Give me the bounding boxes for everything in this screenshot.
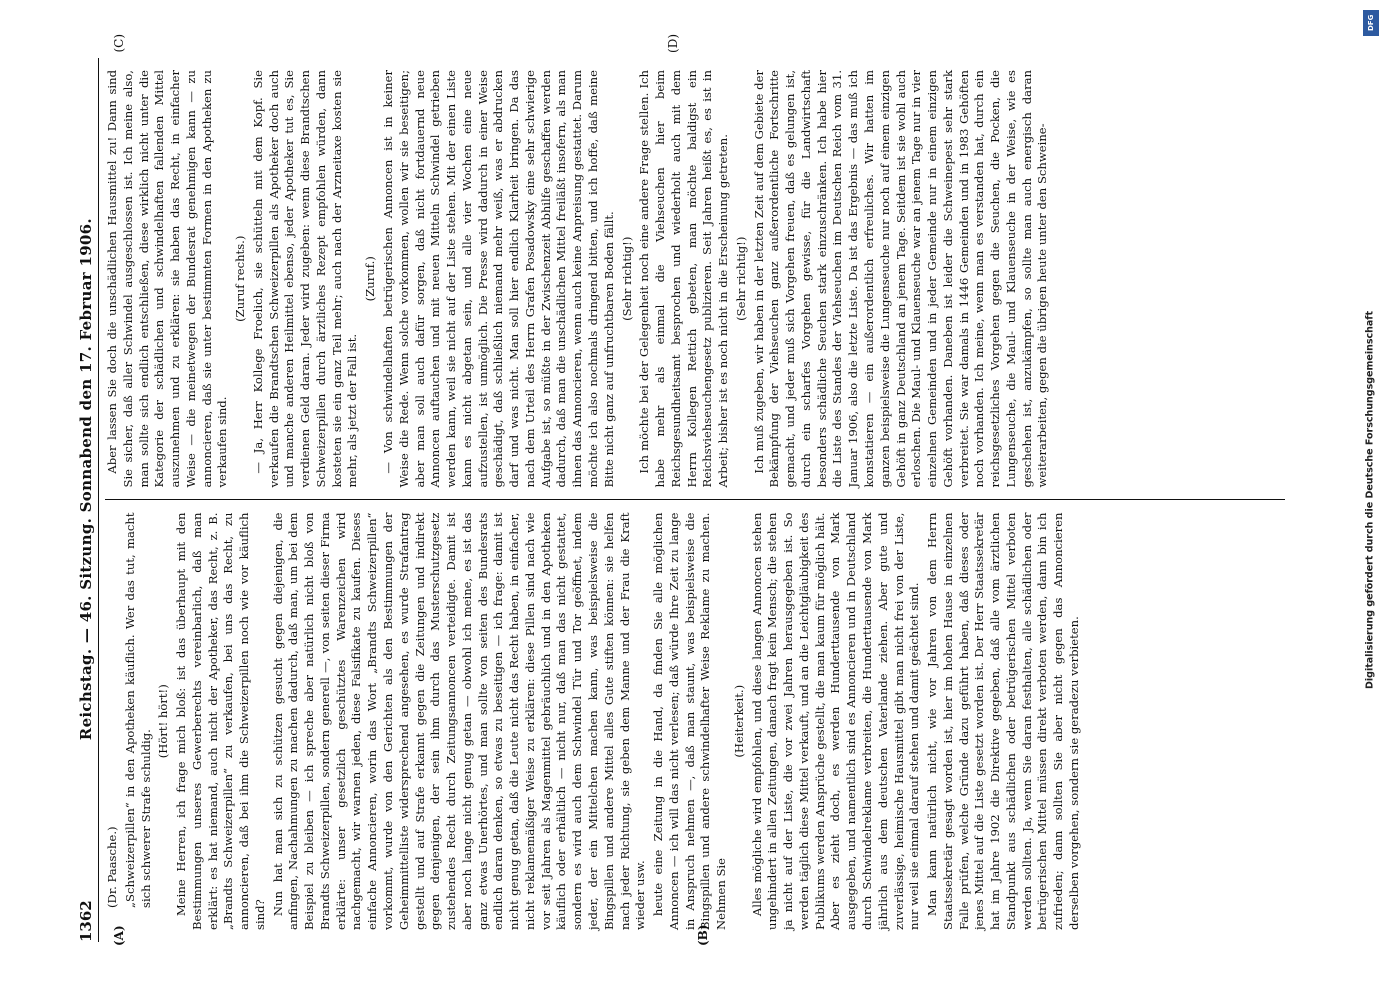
margin-marker-d: (D) — [665, 34, 680, 53]
page-header — [77, 58, 99, 942]
interjection: (Hört! hört!) — [155, 684, 170, 759]
paragraph: Aber lassen Sie doch die unschädlichen Hausmittel zu! Dann sind Sie sicher, daß aller Schwindel ausgeschlossen ist. Ich meine also, man sollte sich endlich entschließen, diese wirklich nicht unter die Kategorie der schädlichen und schwindelhaften fallenden Mittel auszunehmen und zu erklären: sie haben das Recht, in einfacher Weise — die meinetwegen der Bundesrat genehmigen kann — zu annoncieren, daß sie unter bestimmten Formen in den Apotheken zu verkaufen sind. — [104, 70, 229, 488]
rotated-document-page — [57, 24, 1327, 976]
paragraph: Ich muß zugeben, wir haben in der letzten Zeit auf dem Gebiete der Bekämpfung der Viehseuchen ganz außerordentliche Fortschritte gemacht, und jeder muß sich Vorgehen freuen, daß es gelungen ist, durch ein scharfes Vorgehen gewisse, für die Landwirtschaft besonders schädliche Seuchen stark einzuschränken. Ich habe hier die Liste des Standes der Viehseuchen im Deutschen Reich vom 31. Januar 1906, also die letzte Liste. Da ist das Ergebnis — das muß ich konstatieren — ein außerordentlich erfreuliches. Wir hatten im ganzen beispielsweise die Lungenseuche nur noch auf einem einzigen Gehöft in ganz Deutschland an jenem Tage. Seitdem ist sie wohl auch erloschen. Die Maul- und Klauenseuche war an jenem Tage nur in vier einzelnen Gemeinden und in jeder Gemeinde nur in einem einzigen Gehöft vorhanden. Daneben ist leider die Schweinepest sehr stark verbreitet. Sie war damals in 1446 Gemeinden und in 1983 Gehöften noch vorhanden. Ich meine, wenn man es verstanden hat, durch ein reichsgesetzliches Vorgehen gegen die Seuchen, die Pocken, die Lungenseuche, die Maul- und Klauenseuche in der Weise, wie es geschehen ist, anzukämpfen, so sollte man auch energisch daran weiterarbeiten, gegen die übrigen heute unter den Schweine- — [751, 70, 1049, 488]
interjection: (Sehr richtig!) — [733, 236, 748, 321]
speaker-label: (Dr. Paasche.) — [104, 826, 119, 908]
paragraph: Alles mögliche wird empfohlen, und diese langen Annoncen stehen ungehindert in allen Zeitungen, danach fragt kein Mensch; die stehen ja nicht auf der Liste, die vor zwei Jahren herausgegeben ist. So werden täglich diese Mittel verkauft, und an die Leichtgläubigkeit des Publikums werden Ansprüche gestellt, die man kaum für möglich hält. Aber es zieht doch, es werden Hunderttausende von Mark ausgegeben, und namentlich sind es Annoncieren und in Deutschland durch Schwindelreklame verbreiten, die Hunderttausende von Mark jährlich aus dem deutschen Vaterlande ziehen. Aber gute und zuverlässige, heimische Hausmittel gibt man nicht frei von der Liste, nur weil sie einmal darauf stehen und damit geächtet sind. — [749, 512, 921, 930]
margin-marker-b: (B) — [695, 924, 710, 946]
digitization-spine — [1359, 0, 1381, 1000]
paragraph: Man kann natürlich nicht, wie vor Jahren von dem Herrn Staatssekretär gesagt worden ist, hier im hohen Hause in einzelnen Falle prüfen, welche Gründe dazu geführt haben, daß dieses oder jenes Mittel auf die Liste gesetzt worden ist. Der Herr Staatssekretär hat im Jahre 1902 die Direktive gegeben, daß alle vom ärztlichen Standpunkt aus schädlichen oder betrügerischen Mittel verboten werden sollten. Ja, wenn Sie daran festhalten, alle schädlichen oder betrügerischen Mittel müssen direkt verboten werden, dann bin ich zufrieden; dann sollten Sie aber nicht gegen das Annoncieren derselben vorgehen, sondern sie geradezu verbieten. — [924, 512, 1081, 930]
interjection: (Sehr richtig!) — [619, 236, 633, 321]
column-right — [104, 34, 1285, 501]
interjection: (Zuruf rechts.) — [232, 235, 247, 322]
interjection: (Heiterkeit.) — [731, 684, 746, 758]
column-left — [104, 501, 1285, 946]
funding-notice: Digitalisierung gefördert durch die Deutsche Forschungsgemeinschaft — [1364, 311, 1376, 689]
paragraph: Ich möchte bei der Gelegenheit noch eine andere Frage stellen. Ich habe mehr als einmal die Viehseuchen hier beim Reichsgesundheitsamt besprochen und wiederholt auch mit dem Herrn Kollegen Rettich gebeten, man möchte baldigst ein Reichsviehseuchengesetz publizieren. Seit Jahren heißt es, es ist in Arbeit; bisher ist es noch nicht in die Erscheinung getreten. — [636, 70, 730, 488]
page-title: Reichstag. — 46. Sitzung. Sonnabend den 17. Februar 1906. — [76, 218, 95, 741]
paragraph: Meine Herren, ich frage mich bloß: ist das überhaupt mit den Bestimmungen unseres Gewerberechts vereinbarlich, daß man erklärt: es hat niemand, auch nicht der Apotheker, das Recht, z. B. „Brandts Schweizerpillen“ zu verkaufen, bei uns das Recht, zu annoncieren, daß bei ihm die Schweizerpillen noch wie vor käuflich sind? — [173, 512, 267, 930]
paragraph: — Von schwindelhaften betrügerischen Annoncen ist in keiner Weise die Rede. Wenn solche vorkommen, wollen wir sie beseitigen; aber man soll auch dafür sorgen, daß nicht fortdauernd neue Annoncen auftauchen und mit neuen Mitteln Schwindel getrieben werden kann, weil sie nicht auf der Liste stehen. Mit der einen Liste kann es nicht abgetan sein, und alle vier Wochen eine neue aufzustellen, ist unmöglich. Die Presse wird dadurch in einer Weise geschädigt, daß schließlich niemand mehr weiß, was er abdrucken darf und was nicht. Man soll hier endlich Klarheit bringen. Da das nach dem Urteil des Herrn Grafen Posadowsky eine sehr schwierige Aufgabe ist, so müßte in der Zwischenzeit Abhilfe geschaffen werden dadurch, daß man die unschädlichen Mittel freiläßt insofern, als man ihnen das Annoncieren, wenn auch keine Anpreisung gestattet. Darum möchte ich also nochmals dringend bitten, und ich hoffe, daß meine Bitte nicht ganz auf unfruchtbaren Boden fällt. — [380, 70, 616, 488]
paragraph: „Schweizerpillen“ in den Apotheken käuflich. Wer das tut, macht sich schwerer Strafe schuldig. — [122, 512, 153, 908]
interjection: (Zuruf.) — [362, 256, 377, 302]
dfg-logo: DFG — [1363, 10, 1379, 36]
margin-marker-a: (A) — [111, 925, 126, 946]
margin-marker-c: (C) — [111, 34, 126, 53]
paragraph: heute eine Zeitung in die Hand, da finden Sie alle möglichen Annoncen — ich will das nicht verlesen; daß würde Ihre Zeit zu lange in Anspruch nehmen —, daß man staunt, was beispielsweise die Bingspillen und andere schwindelhafter Weise Reklame zu machen. Nehmen Sie — [650, 512, 728, 930]
paragraph: Nun hat man sich zu schützen gesucht gegen diejenigen, die anfingen, Nachahmungen zu machen dadurch, daß man, um bei dem Beispiel zu bleiben — ich spreche aber natürlich nicht bloß von Brandts Schweizerpillen, sondern generell —, von seiten dieser Firma erklärte: unser gesetzlich geschütztes Warenzeichen wird nachgemacht, wir warnen jeden, diese Falsifikate zu kaufen. Dieses einfache Annoncieren, worin das Wort „Brandts Schweizerpillen“ vorkommt, wurde von den Gerichten als den Bestimmungen der Geheimmittelliste widersprechend angesehen, es wurde Strafantrag gestellt und auf Strafe erkannt gegen die Zeitungen und indirekt gegen denjenigen, der sein ihm durch das Musterschutzgesetz zustehendes Recht durch Zeitungsannoncen verteidigte. Damit ist aber noch lange nicht genug getan — obwohl ich meine, es ist das ganz etwas Unerhörtes, und man sollte von seiten des Bundesrats endlich daran denken, so etwas zu beseitigen — ich frage: damit ist nicht genug getan, daß die Leute nicht das Recht haben, in einfacher, nicht reklamemäßiger Weise zu erklären: diese Pillen sind nach wie vor seit Jahren als Magenmittel gebräuchlich und in den Apotheken käuflich oder erhältlich — nicht nur, daß man das nicht gestattet, sondern es wird auch dem Schwindel Tür und Tor geöffnet, indem jeder, der ein Mittelchen machen kann, was beispielsweise die Bingspillen und andere Mittel alles Gute stiften können: sie helfen nach jeder Richtung, sie geben dem Manne und der Frau die Kraft wieder usw. — [270, 512, 647, 930]
paragraph: — Ja, Herr Kollege Froelich, sie schütteln mit dem Kopf. Sie verkaufen die Brandtschen Schweizerpillen als Apotheker doch auch und manche anderen Heilmittel ebenso, jeder Apotheker tut es, Sie verdienen Geld daran. Jeder wird zugeben: wenn diese Brandtschen Schweizerpillen durch ärztliches Rezept empfohlen würden, dann kosteten sie ein ganz Teil mehr; auch nach der Arzneitaxe kosten sie mehr, als jetzt der Fall ist. — [250, 70, 359, 488]
text-columns — [104, 34, 1285, 946]
page-number: 1362 — [76, 900, 95, 942]
